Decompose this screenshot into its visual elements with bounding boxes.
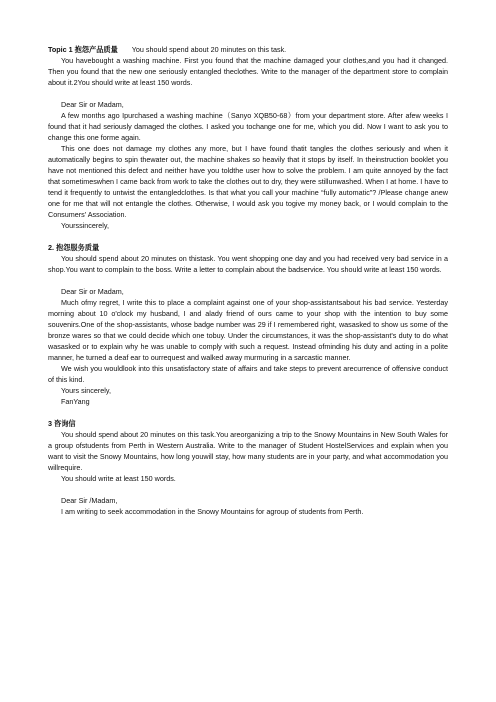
topic2-heading: 2. 抱怨服务质量	[48, 243, 100, 252]
document-page	[48, 44, 448, 517]
topic2-prompt: You should spend about 20 minutes on thistask. You went shopping one day and you had received very bad service in a shop.You want to complain to the boss. Write a letter to complain about the badservice. You should write at least 150 words.	[48, 254, 448, 274]
topic3-prompt: You should spend about 20 minutes on this task.You areorganizing a trip to the Snowy Mountains in New South Wales for a group ofstudents from Perth in Western Australia. Write to the manager of Student HostelServices and explain when you want to visit the Snowy Mountains, how long youwill stay, how many students are in your party, and what accommodation you willrequire.	[48, 430, 448, 472]
topic2-paragraph-2: We wish you wouldlook into this unsatisfactory state of affairs and take steps to prevent arecurrence of offensive conduct of this kind.	[48, 364, 448, 384]
topic2-closing: Yours sincerely,	[61, 386, 111, 395]
topic1-heading: Topic 1 抱怨产品质量	[48, 45, 118, 54]
topic3-word-requirement: You should write at least 150 words.	[61, 474, 176, 483]
topic3-paragraph-1: I am writing to seek accommodation in the Snowy Mountains for agroup of students from Perth.	[61, 507, 364, 516]
topic3-salutation: Dear Sir /Madam,	[61, 496, 118, 505]
topic1-closing: Yourssincerely,	[61, 221, 109, 230]
topic1-paragraph-1: A few months ago Ipurchased a washing machine（Sanyo XQB50-68）from your department store. After afew weeks I found that it had seriously damaged the clothes. I asked you tochange one for me, which you did. Now I want to ask you to change this one forme again.	[48, 111, 448, 142]
topic1-heading-line	[48, 44, 448, 55]
topic3-heading: 3 咨询信	[48, 419, 76, 428]
topic2-salutation: Dear Sir or Madam,	[61, 287, 124, 296]
topic1-salutation: Dear Sir or Madam,	[61, 100, 124, 109]
topic1-instruction: You should spend about 20 minutes on this task.	[131, 45, 287, 54]
topic1-prompt: You havebought a washing machine. First you found that the machine damaged your clothes,and you had it changed. Then you found that the new one seriously entangled theclothes. Write to the manager of the department store to complain about it.2You should write at least 150 words.	[48, 56, 448, 87]
topic2-signature: FanYang	[61, 397, 90, 406]
topic2-paragraph-1: Much ofmy regret, I write this to place a complaint against one of your shop-assistantsabout his bad service. Yesterday morning about 10 o'clock my husband, I and alady friend of ours came to your shop with the intention to buy some souvenirs.One of the shop-assistants, whose badge number was 29 if I remembered right, wasasked to show us some of the bronze wares so that we could decide which one tobuy. Under the circumstances, it was the shop-assistant's duty to do what wasasked or to explain why he was unable to comply with such a request. Instead ofminding his duty and acting in a polite manner, he turned a deaf ear to ourrequest and walked away murmuring in a sarcastic manner.	[48, 298, 448, 362]
topic1-paragraph-2: This one does not damage my clothes any more, but I have found thatit tangles the clothes seriously and when it automatically begins to spin thewater out, the machine shakes so heavily that it stops by itself. In theinstruction booklet you have not mentioned this defect and neither have you toldthe user how to solve the problem. I am quite annoyed by the fact that sometimeswhen I came back from work to take the clothes out to dry, they were stillunwashed. When I at home. I have to tend it frequently to untwist the entangledclothes. Is that what you call your machine “fully automatic”? /Please change anew one for me that will not entangle the clothes. Otherwise, I would ask you togive my money back, or I would complain to the Consumers' Association.	[48, 144, 448, 219]
